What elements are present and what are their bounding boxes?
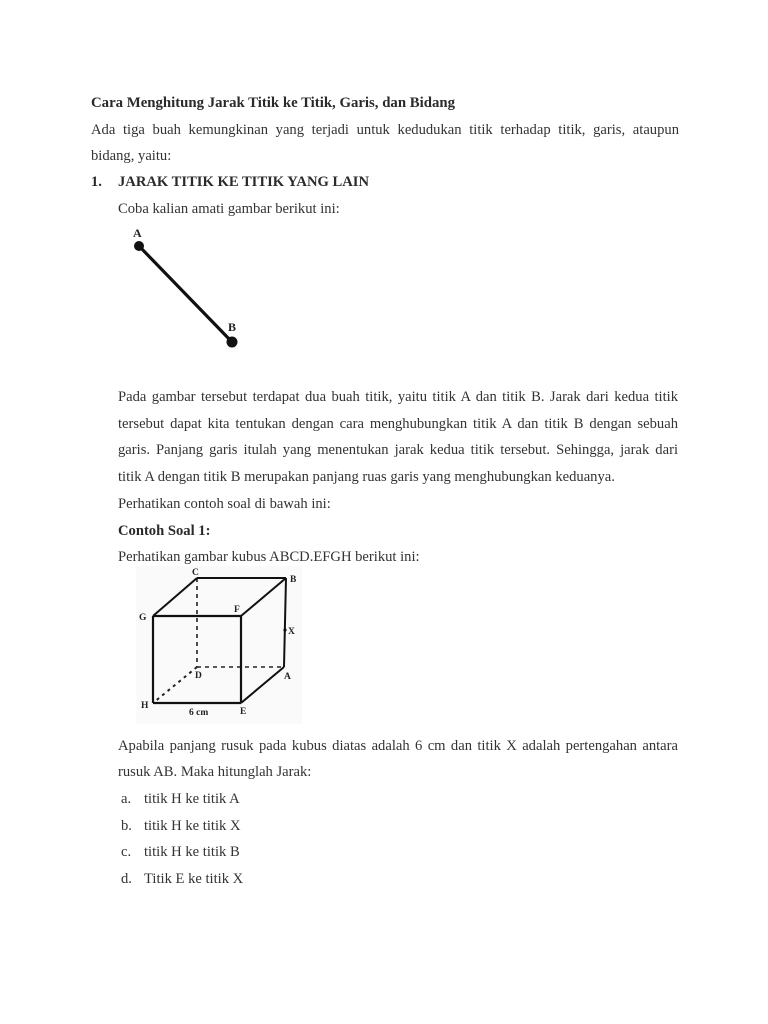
vertex-g-label: G <box>139 613 147 623</box>
list-item-letter: a. <box>121 791 132 807</box>
point-b-label: B <box>228 320 237 334</box>
vertex-a-label: A <box>284 672 291 682</box>
paragraph-line-4: titik A dengan titik B merupakan panjang ruas garis yang menghubungkan keduanya. <box>118 469 615 485</box>
vertex-b-label: B <box>290 575 297 585</box>
list-item-text: titik H ke titik X <box>144 818 241 834</box>
example-prompt: Perhatikan gambar kubus ABCD.EFGH berikut ini: <box>118 549 420 565</box>
example-heading: Contoh Soal 1: <box>118 523 211 539</box>
paragraph-line-1: Pada gambar tersebut terdapat dua buah titik, yaitu titik A dan titik B. Jarak dari kedua titik <box>118 389 678 405</box>
point-a-label: A <box>133 226 142 240</box>
list-item-letter: c. <box>121 844 132 860</box>
segment-ab-figure <box>118 224 258 352</box>
section-heading: JARAK TITIK KE TITIK YANG LAIN <box>118 174 370 190</box>
list-item-letter: d. <box>121 871 132 887</box>
paragraph-line-3: garis. Panjang garis itulah yang menentukan jarak kedua titik tersebut. Sehingga, jarak dari <box>118 442 678 458</box>
list-item-text: titik H ke titik A <box>144 791 240 807</box>
vertex-e-label: E <box>240 707 247 717</box>
paragraph-line-2: tersebut dapat kita tentukan dengan cara menghubungkan titik A dan titik B dengan sebuah <box>118 416 678 432</box>
vertex-h-label: H <box>141 701 149 711</box>
list-item-text: Titik E ke titik X <box>144 871 244 887</box>
vertex-f-label: F <box>234 605 240 615</box>
edge-length-label: 6 cm <box>189 708 209 718</box>
vertex-c-label: C <box>192 568 199 578</box>
intro-line-2: bidang, yaitu: <box>91 148 172 164</box>
question-line-1: Apabila panjang rusuk pada kubus diatas adalah 6 cm dan titik X adalah pertengahan antara <box>118 738 678 754</box>
list-item-text: titik H ke titik B <box>144 844 240 860</box>
paragraph-line-5: Perhatikan contoh soal di bawah ini: <box>118 496 331 512</box>
list-item-letter: b. <box>121 818 132 834</box>
figure-prompt: Coba kalian amati gambar berikut ini: <box>118 201 340 217</box>
vertex-d-label: D <box>195 671 202 681</box>
section-number: 1. <box>91 174 102 190</box>
point-x-label: X <box>288 627 295 637</box>
intro-line-1: Ada tiga buah kemungkinan yang terjadi untuk kedudukan titik terhadap titik, garis, ataupun <box>91 122 679 138</box>
segment-ab-diagram <box>118 224 258 352</box>
document-title: Cara Menghitung Jarak Titik ke Titik, Garis, dan Bidang <box>91 95 455 111</box>
question-line-2: rusuk AB. Maka hitunglah Jarak: <box>118 764 312 780</box>
cube-diagram <box>136 566 302 724</box>
cube-figure <box>136 566 302 724</box>
